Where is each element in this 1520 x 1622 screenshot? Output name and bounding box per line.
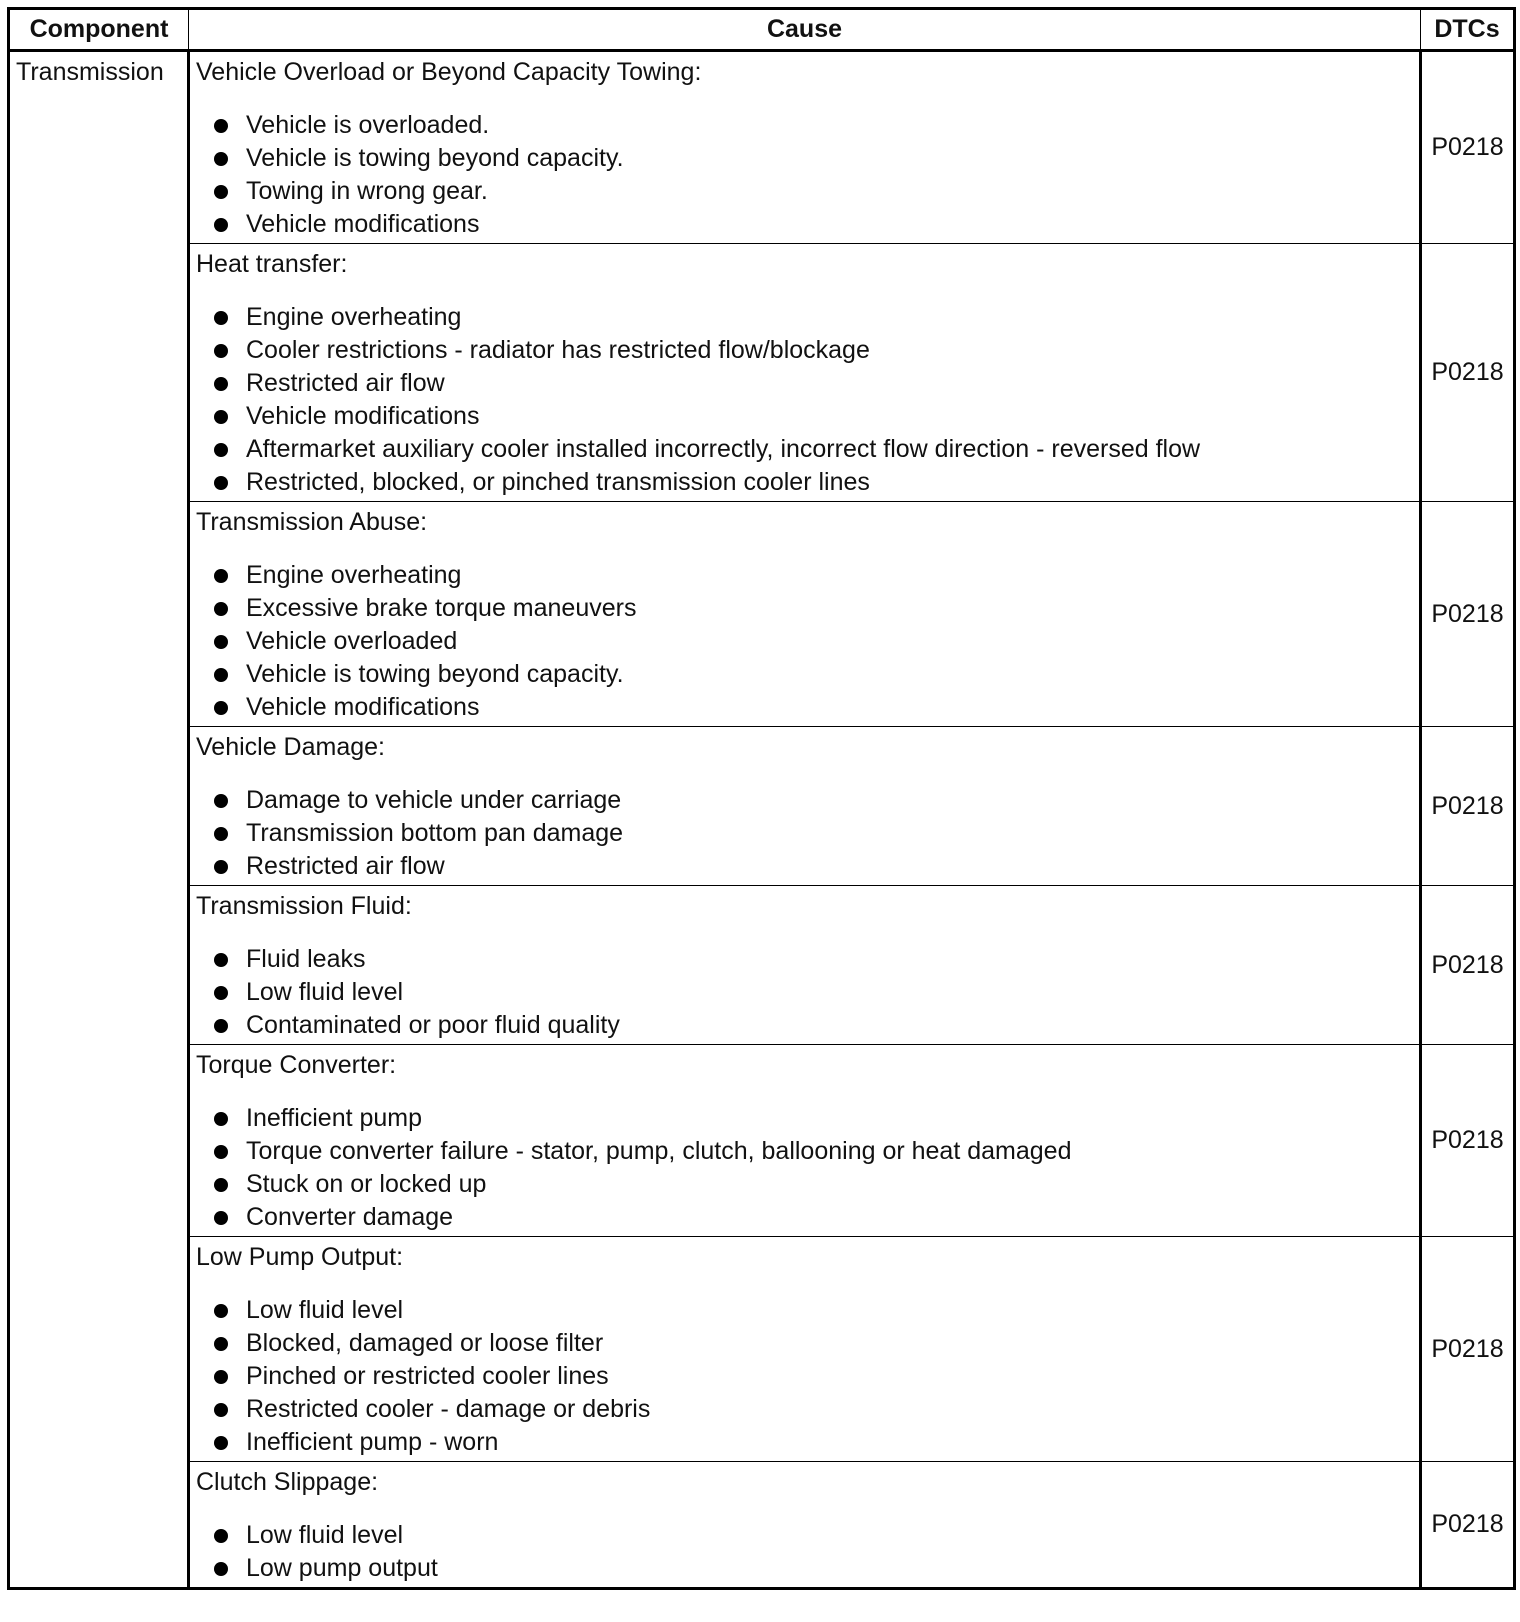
list-item: Low fluid level [196,976,1413,1009]
cause-title: Vehicle Overload or Beyond Capacity Towing: [196,58,702,86]
list-item: Restricted air flow [196,850,1413,883]
list-item: Vehicle is overloaded. [196,109,1413,142]
table-row [9,244,1515,502]
list-item: Blocked, damaged or loose filter [196,1327,1413,1360]
cause-list [196,1102,1413,1234]
cause-list [196,784,1413,883]
list-item: Low fluid level [196,1294,1413,1327]
dtc-cell: P0218 [1421,1045,1515,1237]
list-item: Vehicle modifications [196,208,1413,241]
dtc-cell: P0218 [1421,502,1515,727]
list-item: Low fluid level [196,1519,1413,1552]
cause-cell [189,1462,1421,1589]
list-item: Restricted, blocked, or pinched transmission cooler lines [196,466,1413,499]
list-item: Vehicle is towing beyond capacity. [196,658,1413,691]
list-item: Vehicle is towing beyond capacity. [196,142,1413,175]
cause-title: Heat transfer: [196,250,348,278]
table-body [9,51,1515,1589]
cause-cell [189,727,1421,886]
cause-cell [189,1237,1421,1462]
dtc-cell: P0218 [1421,51,1515,244]
cause-title: Torque Converter: [196,1051,397,1079]
list-item: Engine overheating [196,559,1413,592]
table-row [9,502,1515,727]
list-item: Fluid leaks [196,943,1413,976]
cause-title: Low Pump Output: [196,1243,404,1271]
list-item: Stuck on or locked up [196,1168,1413,1201]
list-item: Cooler restrictions - radiator has restricted flow/blockage [196,334,1413,367]
list-item: Low pump output [196,1552,1413,1585]
table-row [9,727,1515,886]
table-row [9,1237,1515,1462]
cause-title: Transmission Abuse: [196,508,428,536]
list-item: Damage to vehicle under carriage [196,784,1413,817]
table-row [9,886,1515,1045]
list-item: Pinched or restricted cooler lines [196,1360,1413,1393]
list-item: Inefficient pump - worn [196,1426,1413,1459]
cause-list [196,1519,1413,1585]
header-cause: Cause [189,9,1421,51]
header-dtcs: DTCs [1421,9,1515,51]
list-item: Restricted cooler - damage or debris [196,1393,1413,1426]
cause-list [196,1294,1413,1459]
list-item: Aftermarket auxiliary cooler installed incorrectly, incorrect flow direction - reversed flow [196,433,1413,466]
table-row [9,1045,1515,1237]
cause-cell [189,502,1421,727]
list-item: Vehicle overloaded [196,625,1413,658]
cause-cell [189,244,1421,502]
list-item: Excessive brake torque maneuvers [196,592,1413,625]
dtc-cell: P0218 [1421,1462,1515,1589]
list-item: Contaminated or poor fluid quality [196,1009,1413,1042]
dtc-cell: P0218 [1421,886,1515,1045]
list-item: Vehicle modifications [196,691,1413,724]
list-item: Converter damage [196,1201,1413,1234]
list-item: Restricted air flow [196,367,1413,400]
cause-title: Vehicle Damage: [196,733,386,761]
cause-list [196,301,1413,499]
list-item: Inefficient pump [196,1102,1413,1135]
header-component: Component [9,9,189,51]
table-row [9,1462,1515,1589]
cause-title: Transmission Fluid: [196,892,412,920]
table-row [9,51,1515,244]
dtc-cell: P0218 [1421,727,1515,886]
cause-cell [189,886,1421,1045]
cause-list [196,109,1413,241]
list-item: Engine overheating [196,301,1413,334]
header-row [9,9,1515,51]
cause-list [196,559,1413,724]
cause-list [196,943,1413,1042]
cause-cell [189,1045,1421,1237]
table-header [9,9,1515,51]
list-item: Vehicle modifications [196,400,1413,433]
dtc-cell: P0218 [1421,1237,1515,1462]
cause-title: Clutch Slippage: [196,1468,379,1496]
list-item: Towing in wrong gear. [196,175,1413,208]
diagnostic-table [7,7,1516,1590]
list-item: Torque converter failure - stator, pump, clutch, ballooning or heat damaged [196,1135,1413,1168]
list-item: Transmission bottom pan damage [196,817,1413,850]
cause-cell [189,51,1421,244]
component-cell: Transmission [9,51,189,1589]
dtc-cell: P0218 [1421,244,1515,502]
